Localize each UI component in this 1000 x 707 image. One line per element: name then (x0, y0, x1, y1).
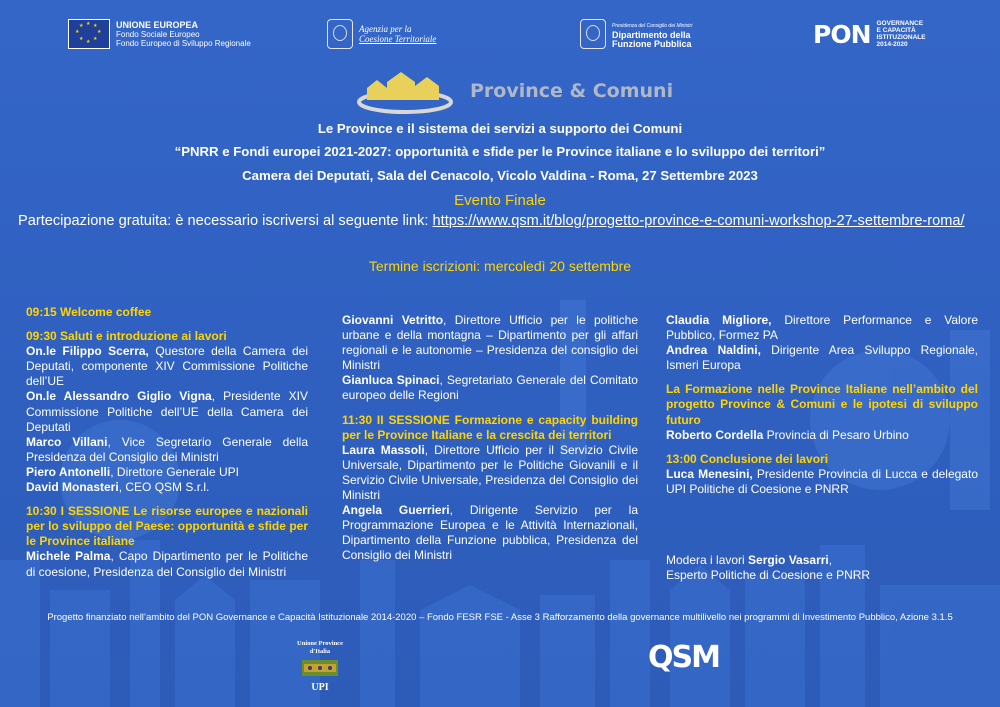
saluti-heading: 09:30 Saluti e introduzione ai lavori (26, 329, 227, 344)
dipartimento-logo (580, 16, 692, 52)
session-3-heading: La Formazione nelle Province Italiane nell’ambito del progetto Province & Comuni e le ipotesi di sviluppo futuro (666, 382, 978, 427)
session-1-heading: 10:30 I SESSIONE Le risorse europee e nazionali per lo sviluppo del Paese: opportunità e sfide per le Province italiane (26, 504, 309, 549)
agenzia-line1: Agenzia per la (359, 24, 412, 34)
dipartimento-line2: Funzione Pubblica (612, 38, 692, 49)
pon-line2: E CAPACITÀ (876, 27, 916, 34)
italian-emblem-icon (327, 19, 353, 49)
speaker-giglio-vigna: On.le Alessandro Giglio Vigna, Presidente XIV Commissione Politiche dell’UE della Camera dei Deputati (26, 389, 308, 434)
upi-crest-icon (298, 656, 342, 682)
brand-title: Province & Comuni (470, 80, 674, 102)
speaker-scerra: On.le Filippo Scerra, Questore della Camera dei Deputati, componente XIV Commissione Politiche dell’UE (26, 344, 308, 389)
header-line-1: Le Province e il sistema dei servizi a supporto dei Comuni (317, 121, 683, 136)
speaker-naldini: Andrea Naldini, Dirigente Area Sviluppo Regionale, Ismeri Europa (666, 343, 978, 373)
speaker-palma: Michele Palma, Capo Dipartimento per le Politiche di coesione, Presidenza del Consiglio dei Ministri (26, 549, 308, 579)
agenzia-line2: Coesione Territoriale (359, 34, 437, 44)
pon-line3: ISTITUZIONALE (876, 34, 926, 41)
eu-line2: Fondo Europeo di Sviluppo Regionale (116, 38, 251, 48)
speaker-vetritto: Giovanni Vetritto, Direttore Ufficio per le politiche urbane e della montagna – Dipartimento per gli affari regionali e le autonomie – Presidenza del consiglio dei Ministri (342, 313, 639, 373)
header-line-2: “PNRR e Fondi europei 2021-2027: opportunità e sfide per le Province italiane e lo sviluppo dei territori” (174, 144, 826, 159)
welcome-coffee: 09:15 Welcome coffee (26, 305, 152, 319)
speaker-guerrieri: Angela Guerrieri, Dirigente Servizio per la Programmazione Europea e le Attività Internazionali, Dipartimento della Funzione pubblica, Presidenza del Consiglio dei Ministri (342, 503, 639, 563)
registration-link[interactable]: https://www.qsm.it/blog/progetto-province-e-comuni-workshop-27-settembre-roma/ (432, 213, 965, 229)
pon-line4: 2014-2020 (876, 41, 908, 48)
eu-flag-icon: ★ ★ ★ ★ ★ ★ ★ ★ (68, 19, 110, 49)
program-column-3 (666, 313, 978, 497)
eu-title: UNIONE EUROPEA (116, 19, 199, 30)
pon-line1: GOVERNANCE (876, 20, 924, 27)
speaker-antonelli: Piero Antonelli, Direttore Generale UPI (26, 464, 239, 479)
agenzia-logo (327, 16, 436, 52)
registration-paragraph (18, 211, 982, 231)
eu-line1: Fondo Sociale Europeo (116, 29, 200, 39)
dipartimento-line0: Presidenza del Consiglio dei Ministri (612, 22, 693, 29)
speaker-menesini: Luca Menesini, Presidente Provincia di Lucca e delegato UPI Politiche di Coesione e PNRR (666, 466, 978, 496)
pon-logo (813, 16, 926, 52)
speaker-monasteri: David Monasteri, CEO QSM S.r.l. (26, 480, 210, 495)
speaker-migliore: Claudia Migliore, Direttore Performance e Valore Pubblico, Formez PA (666, 313, 979, 343)
qsm-logo: QSM (648, 640, 719, 675)
upi-label: UPI (311, 682, 329, 693)
session-2-heading: 11:30 II SESSIONE Formazione e capacity building per le Province Italiane e la crescita dei territori (342, 412, 638, 442)
speaker-villani: Marco Villani, Vice Segretario Generale della Presidenza del Consiglio dei Ministri (26, 434, 308, 464)
upi-logo (290, 640, 350, 693)
italian-emblem-icon (580, 19, 606, 49)
eu-logo (68, 16, 251, 52)
program-column-1 (26, 305, 308, 580)
speaker-spinaci: Gianluca Spinaci, Segretariato Generale del Comitato europeo delle Regioni (342, 373, 638, 403)
moderator-prefix: Modera i lavori (666, 553, 749, 567)
houses-logo-icon (355, 68, 455, 118)
moderator-name: Sergio Vasarri (748, 553, 829, 567)
moderator-block: Modera i lavori Sergio Vasarri, Esperto Politiche di Coesione e PNRR (666, 553, 978, 583)
program-column-2 (342, 313, 638, 564)
dipartimento-line1: Dipartimento della (612, 29, 691, 40)
funding-footer: Progetto finanziato nell’ambito del PON Governance e Capacità Istituzionale 2014-2020 – Fondo FESR FSE - Asse 3 Rafforzamento della governance multilivello nei programmi di Investimento Pubblico, Azione 3.1.5 (47, 612, 953, 623)
speaker-massoli: Laura Massoli, Direttore Ufficio per il Servizio Civile Universale, Dipartimento per le Politiche Giovanili e il Servizio Civile Universale, Presidenza del Consiglio dei Ministri (342, 442, 638, 503)
registration-text: Partecipazione gratuita: è necessario iscriversi al seguente link: (18, 213, 429, 229)
upi-arc-text: Unione Province d'Italia (297, 640, 343, 655)
speaker-cordella: Roberto Cordella Provincia di Pesaro Urbino (666, 427, 909, 442)
pon-word: PON (813, 19, 871, 49)
conclusion-heading: 13:00 Conclusione dei lavori (666, 451, 829, 466)
moderator-role: Esperto Politiche di Coesione e PNRR (666, 568, 871, 583)
deadline-text: Termine iscrizioni: mercoledì 20 settembre (368, 258, 632, 274)
header-line-3: Camera dei Deputati, Sala del Cenacolo, Vicolo Valdina - Roma, 27 Settembre 2023 (242, 168, 758, 183)
event-label: Evento Finale (454, 192, 546, 209)
